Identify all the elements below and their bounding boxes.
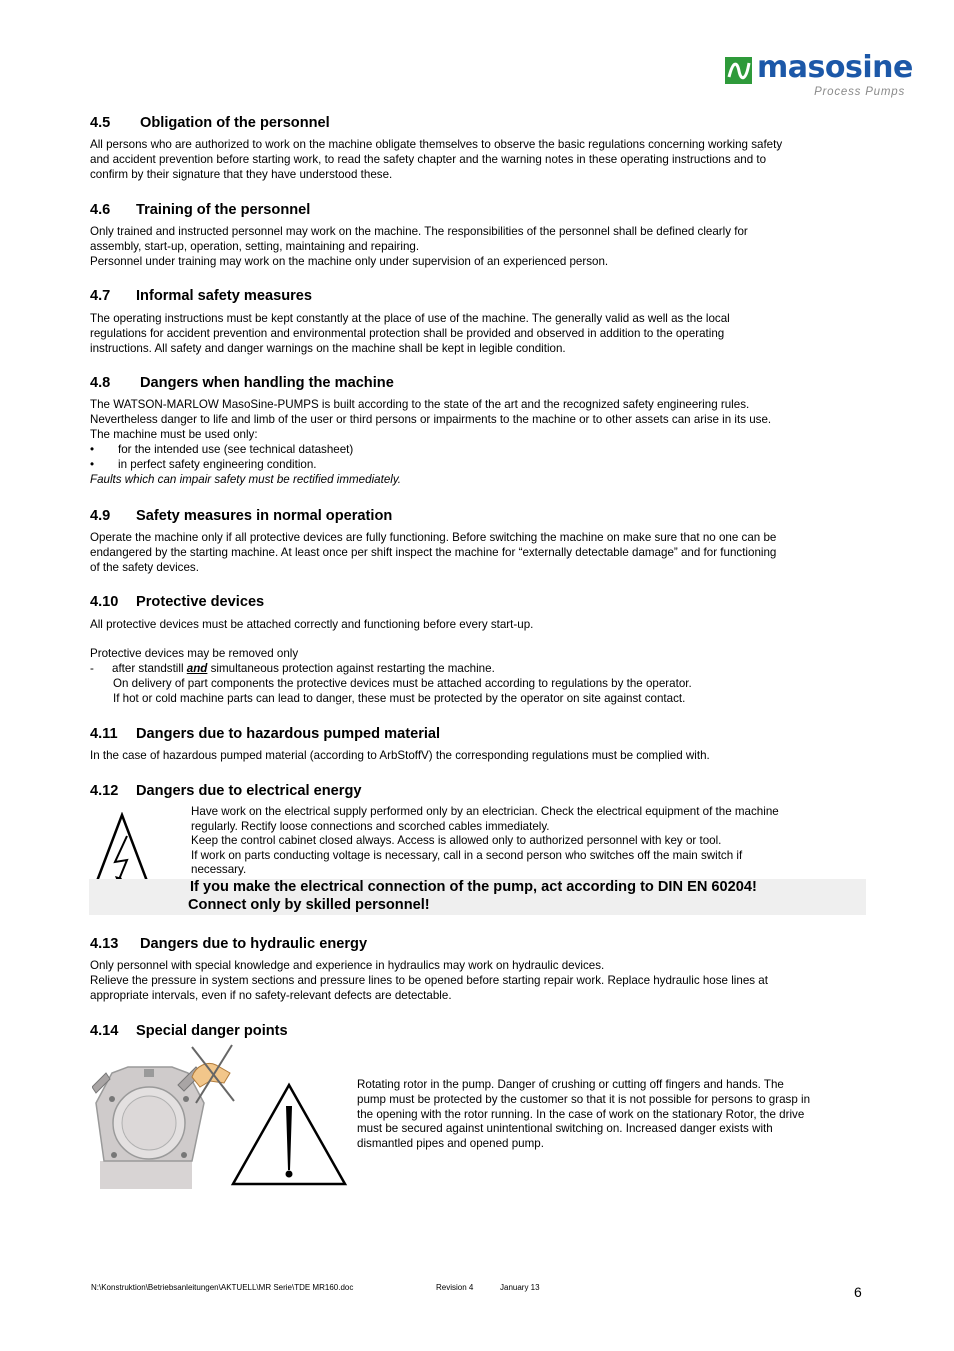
heading-4-8: 4.8 Dangers when handling the machine bbox=[90, 375, 394, 391]
footer-date: January 13 bbox=[500, 1283, 540, 1292]
general-warning-icon bbox=[230, 1082, 348, 1186]
paragraph-4-10b: Protective devices may be removed only bbox=[90, 647, 299, 660]
heading-4-6: 4.6 Training of the personnel bbox=[90, 202, 311, 218]
paragraph-4-14: Rotating rotor in the pump. Danger of crushing or cutting off fingers and hands. The pump must be protected by the customer so that it is not possible for persons to grasp in the opening with the rotor running. In the case of work on the stationary Rotor, the drive must be secured against unintentional switching on. Increased danger exists with dismantled pipes and opened pump. bbox=[357, 1078, 811, 1151]
paragraph-4-9: Operate the machine only if all protective devices are fully functioning. Before switching the machine on make sure that no one can be endangered by the starting machine. At least once per shift inspect the machine for “externally detectable damage” and for functioning of the safety devices. bbox=[90, 531, 777, 574]
paragraph-4-12: Have work on the electrical supply performed only by an electrician. Check the electrical equipment of the machine regularly. Rectify loose connections and scorched cables immediately. Keep the control cabinet closed always. Access is allowed only to authorized personnel with key or tool. If work on parts conducting voltage is necessary, call in a second person who switches off the main switch if necessary. bbox=[191, 805, 779, 877]
paragraph-4-8: The WATSON-MARLOW MasoSine-PUMPS is built according to the state of the art and the recognized safety engineering rules. Nevertheless danger to life and limb of the user or third persons or impairments to the machine or to other assets can arise in its use. The machine must be used only: bbox=[90, 398, 772, 441]
paragraph-4-13: Only personnel with special knowledge and experience in hydraulics may work on hydraulic devices. Relieve the pressure in system sections and pressure lines to be opened before starting repair work. Replace hydraulic hose lines at appropriate intervals, even if no safety-relevant defects are detectable. bbox=[90, 959, 768, 1002]
dash-item: - after standstill and simultaneous protection against restarting the machine. bbox=[90, 662, 495, 675]
paragraph-4-5: All persons who are authorized to work on the machine obligate themselves to observe the basic regulations concerning working safety and accident prevention before starting work, to read the safety chapter and the warning notes in these operating instructions and to confirm by their signature that they have understood these. bbox=[90, 138, 783, 181]
heading-4-10: 4.10 Protective devices bbox=[90, 594, 265, 610]
logo-tagline: Process Pumps bbox=[814, 86, 905, 98]
indented-line: On delivery of part components the protective devices must be attached according to regulations by the operator. bbox=[113, 677, 692, 690]
paragraph-4-11: In the case of hazardous pumped material (according to ArbStoffV) the corresponding regulations must be complied with. bbox=[90, 749, 710, 762]
heading-4-12: 4.12 Dangers due to electrical energy bbox=[90, 783, 362, 799]
logo-wordmark: masosine bbox=[757, 50, 913, 85]
footer-file-path: N:\Konstruktion\Betriebsanleitungen\AKTUELL\MR Serie\TDE MR160.doc bbox=[91, 1283, 354, 1292]
paragraph-4-7: The operating instructions must be kept constantly at the place of use of the machine. The generally valid as well as the local regulations for accident prevention and environmental protection shall be provided and observed in addition to the operating instructions. All safety and danger warnings on the machine shall be kept in legible condition. bbox=[90, 312, 730, 355]
footer-revision: Revision 4 bbox=[436, 1283, 474, 1292]
list-item: • for the intended use (see technical datasheet) bbox=[90, 443, 354, 456]
company-logo bbox=[725, 50, 913, 100]
heading-4-7: 4.7 Informal safety measures bbox=[90, 288, 313, 304]
heading-4-14: 4.14 Special danger points bbox=[90, 1023, 288, 1039]
pump-hand-illustration bbox=[92, 1043, 242, 1191]
indented-line: If hot or cold machine parts can lead to danger, these must be protected by the operator on site against contact. bbox=[113, 692, 686, 705]
note-faults: Faults which can impair safety must be rectified immediately. bbox=[90, 473, 401, 486]
warning-din: If you make the electrical connection of the pump, act according to DIN EN 60204! bbox=[190, 879, 757, 895]
heading-4-13: 4.13 Dangers due to hydraulic energy bbox=[90, 936, 368, 952]
heading-4-5: 4.5 Obligation of the personnel bbox=[90, 115, 330, 131]
heading-4-11: 4.11 Dangers due to hazardous pumped material bbox=[90, 726, 441, 742]
list-item: • in perfect safety engineering condition. bbox=[90, 458, 317, 471]
page-number: 6 bbox=[854, 1284, 862, 1300]
paragraph-4-10: All protective devices must be attached correctly and functioning before every start-up. bbox=[90, 618, 534, 631]
wave-logo-icon bbox=[725, 57, 752, 84]
paragraph-4-6: Only trained and instructed personnel may work on the machine. The responsibilities of the personnel shall be defined clearly for assembly, start-up, operation, setting, maintaining and repairing. Personnel under training may work on the machine only under supervision of an experienced person. bbox=[90, 225, 748, 268]
warning-skilled: Connect only by skilled personnel! bbox=[188, 897, 430, 913]
heading-4-9: 4.9 Safety measures in normal operation bbox=[90, 508, 393, 524]
